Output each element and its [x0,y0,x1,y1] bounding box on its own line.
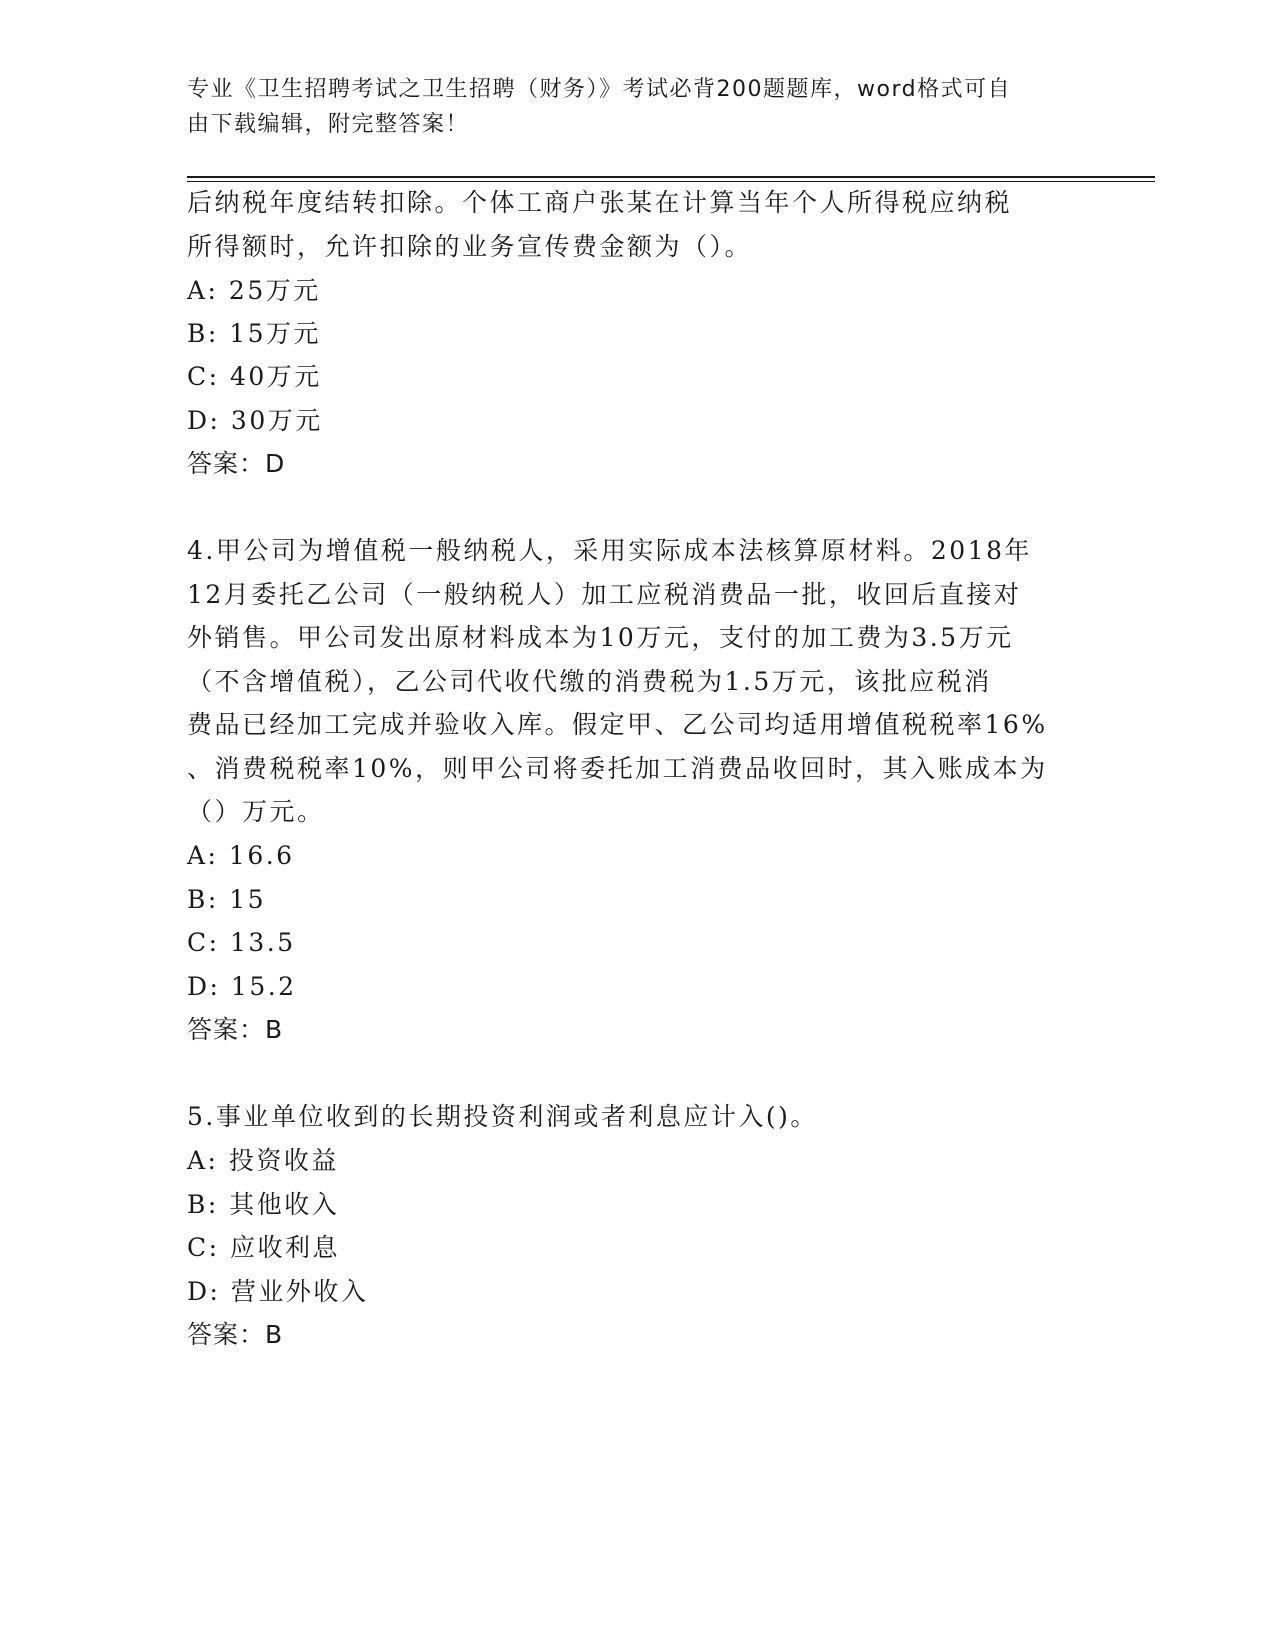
question-5-answer: 答案：B [187,1320,284,1349]
question-5-stem-line-1: 5.事业单位收到的长期投资利润或者利息应计入()。 [187,1102,818,1131]
question-4-answer: 答案：B [187,1015,284,1044]
question-4-option-c: C: 13.5 [187,928,296,957]
header-divider-thick [187,176,1155,178]
question-4-stem-line-5: 费品已经加工完成并验收入库。假定甲、乙公司均适用增值税税率16% [187,710,1048,739]
document-header [187,72,1067,142]
question-4-option-b: B: 15 [187,885,267,914]
question-4-option-d: D: 15.2 [187,972,297,1001]
question-3-option-b: B: 15万元 [187,319,322,348]
header-line-1: 专业《卫生招聘考试之卫生招聘（财务）》考试必背200题题库，word格式可自 [187,77,1012,102]
question-5-option-c: C: 应收利息 [187,1233,340,1262]
question-4-option-a: A: 16.6 [187,841,295,870]
question-4-stem-line-1: 4.甲公司为增值税一般纳税人，采用实际成本法核算原材料。2018年 [187,536,1032,565]
header-divider-thin [187,181,1155,182]
question-4-stem-line-2: 12月委托乙公司（一般纳税人）加工应税消费品一批，收回后直接对 [187,580,1022,609]
question-3-option-a: A: 25万元 [187,276,321,305]
question-3-option-d: D: 30万元 [187,406,323,435]
question-4-stem-line-4: （不含增值税），乙公司代收代缴的消费税为1.5万元，该批应税消 [187,667,992,696]
question-3-stem-line-1: 后纳税年度结转扣除。个体工商户张某在计算当年个人所得税应纳税 [187,188,1013,217]
header-line-2: 由下载编辑，附完整答案！ [187,112,470,137]
question-5-option-d: D: 营业外收入 [187,1277,369,1306]
question-5-option-a: A: 投资收益 [187,1146,339,1175]
question-4-stem-line-6: 、消费税税率10%，则甲公司将委托加工消费品收回时，其入账成本为 [187,754,1048,783]
question-5-option-b: B: 其他收入 [187,1190,340,1219]
question-4-stem-line-7: （）万元。 [187,797,325,826]
question-3-answer: 答案：D [187,449,286,478]
question-3-option-c: C: 40万元 [187,362,322,391]
question-3-stem-line-2: 所得额时，允许扣除的业务宣传费金额为（）。 [187,232,753,261]
question-4-stem-line-3: 外销售。甲公司发出原材料成本为10万元，支付的加工费为3.5万元 [187,623,1014,652]
